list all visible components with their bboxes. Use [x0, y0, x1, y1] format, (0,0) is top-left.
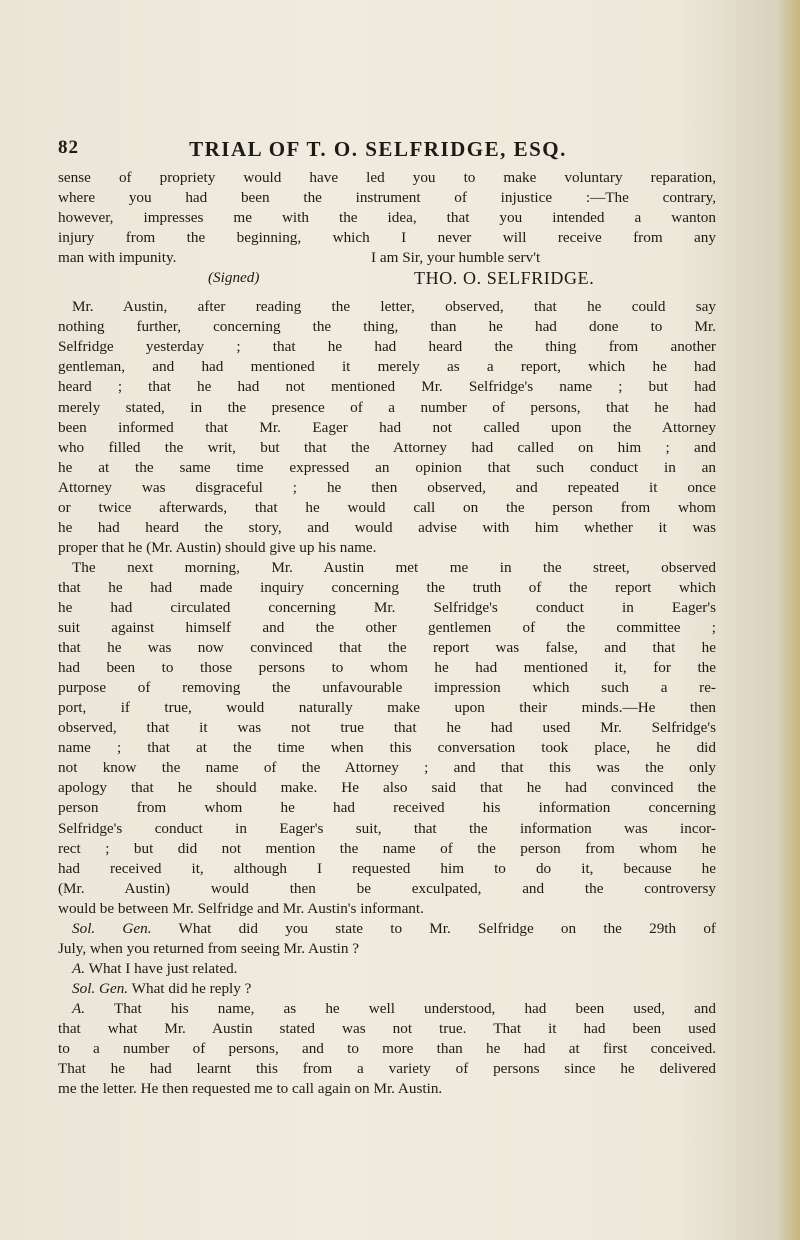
- text-line: nothing further, concerning the thing, than he had done to Mr.: [58, 318, 716, 336]
- testimony-text: That his name, as he well understood, had been used, and: [113, 999, 716, 1017]
- running-head: TRIAL OF T. O. SELFRIDGE, ESQ.: [189, 137, 567, 161]
- text-line: had been to those persons to whom he had mentioned it, for the: [58, 659, 716, 677]
- signature: THO. O. SELFRIDGE.: [414, 268, 595, 289]
- text-line: that he was now convinced that the report was false, and that he: [58, 639, 716, 657]
- paragraph-next-morning: [58, 558, 716, 919]
- text-line: observed, that it was not true that he had used Mr. Selfridge's: [58, 719, 716, 737]
- text-line: rect ; but did not mention the name of the person from whom he: [58, 839, 716, 857]
- text-line: man with impunity.: [58, 249, 177, 267]
- text-line: that he had made inquiry concerning the truth of the report which: [58, 578, 716, 596]
- speaker-label: Sol. Gen.: [72, 979, 129, 997]
- text-line: Selfridge's conduct in Eager's suit, that the information was incor-: [58, 819, 716, 837]
- speaker-label: A.: [72, 959, 86, 977]
- letter-closing-row: [58, 248, 716, 268]
- text-line: Selfridge yesterday ; that he had heard the thing from another: [58, 338, 716, 356]
- text-line: sense of propriety would have led you to make voluntary reparation,: [58, 169, 716, 186]
- text-line: not know the name of the Attorney ; and that this was the only: [58, 759, 716, 777]
- text-line: he had circulated concerning Mr. Selfridge's conduct in Eager's: [58, 598, 716, 616]
- testimony-text: That he had learnt this from a variety of persons since he delivered: [58, 1060, 716, 1078]
- testimony-text: to a number of persons, and to more than he had at first conceived.: [58, 1040, 716, 1058]
- testimony-text: July, when you returned from seeing Mr. Austin ?: [58, 939, 360, 957]
- testimony-text: What did you state to Mr. Selfridge on the 29th of: [178, 919, 716, 937]
- page-header: [58, 137, 698, 161]
- text-line: would be between Mr. Selfridge and Mr. Austin's informant.: [58, 899, 424, 917]
- text-line: gentleman, and had mentioned it merely as a report, which he had: [58, 358, 716, 376]
- testimony-text: me the letter. He then requested me to call again on Mr. Austin.: [58, 1080, 443, 1098]
- speaker-label: A.: [72, 999, 86, 1017]
- text-line: been informed that Mr. Eager had not called upon the Attorney: [58, 418, 716, 436]
- paragraph-austin-reply: [58, 297, 716, 558]
- letter-excerpt: [58, 168, 716, 288]
- text-line: The next morning, Mr. Austin met me in the street, observed: [72, 558, 716, 576]
- text-line: had received it, although I requested him to do it, because he: [58, 859, 716, 877]
- text-line: purpose of removing the unfavourable impression which such a re-: [58, 679, 716, 697]
- testimony-line: [58, 959, 716, 979]
- testimony-text: that what Mr. Austin stated was not true. That it had been used: [58, 1019, 716, 1037]
- page-body: [58, 168, 716, 1099]
- text-line: who filled the writ, but that the Attorney had called on him ; and: [58, 438, 716, 456]
- testimony-line: [58, 979, 716, 999]
- page-number: 82: [58, 137, 79, 158]
- text-line: merely stated, in the presence of a number of persons, that he had: [58, 398, 716, 416]
- speaker-label: Sol. Gen.: [72, 919, 152, 937]
- testimony-line: [58, 1059, 716, 1079]
- text-line: name ; that at the time when this conversation took place, he did: [58, 739, 716, 757]
- text-line: where you had been the instrument of injustice :—The contrary,: [58, 189, 716, 207]
- testimony-line: [58, 1079, 716, 1099]
- text-line: he at the same time expressed an opinion that such conduct in an: [58, 458, 716, 476]
- text-line: heard ; that he had not mentioned Mr. Selfridge's name ; but had: [58, 378, 716, 396]
- testimony-line: [58, 999, 716, 1019]
- text-line: port, if true, would naturally make upon their minds.—He then: [58, 699, 716, 717]
- testimony-line: [58, 939, 716, 959]
- text-line: suit against himself and the other gentlemen of the committee ;: [58, 619, 716, 637]
- text-line: person from whom he had received his information concerning: [58, 799, 716, 817]
- text-line: proper that he (Mr. Austin) should give up his name.: [58, 538, 377, 556]
- testimony-text: What I have just related.: [88, 959, 238, 977]
- text-line: Mr. Austin, after reading the letter, observed, that he could say: [72, 298, 716, 316]
- text-line: Attorney was disgraceful ; he then observed, and repeated it once: [58, 478, 716, 496]
- text-line: (Mr. Austin) would then be exculpated, and the controversy: [58, 879, 716, 897]
- text-line: or twice afterwards, that he would call on the person from whom: [58, 498, 716, 516]
- text-line: he had heard the story, and would advise with him whether it was: [58, 518, 716, 536]
- signed-label: (Signed): [208, 269, 260, 287]
- testimony-line: [58, 1039, 716, 1059]
- testimony-line: [58, 919, 716, 939]
- testimony-block: [58, 919, 716, 1099]
- testimony-text: What did he reply ?: [131, 979, 252, 997]
- testimony-line: [58, 1019, 716, 1039]
- text-line: however, impresses me with the idea, that you intended a wanton: [58, 209, 716, 227]
- text-line: injury from the beginning, which I never will receive from any: [58, 229, 716, 247]
- page-edge-shadow: [778, 0, 800, 1240]
- text-line: apology that he should make. He also said that he had convinced the: [58, 779, 716, 797]
- letter-closing: I am Sir, your humble serv't: [371, 249, 541, 267]
- signature-row: [58, 268, 716, 288]
